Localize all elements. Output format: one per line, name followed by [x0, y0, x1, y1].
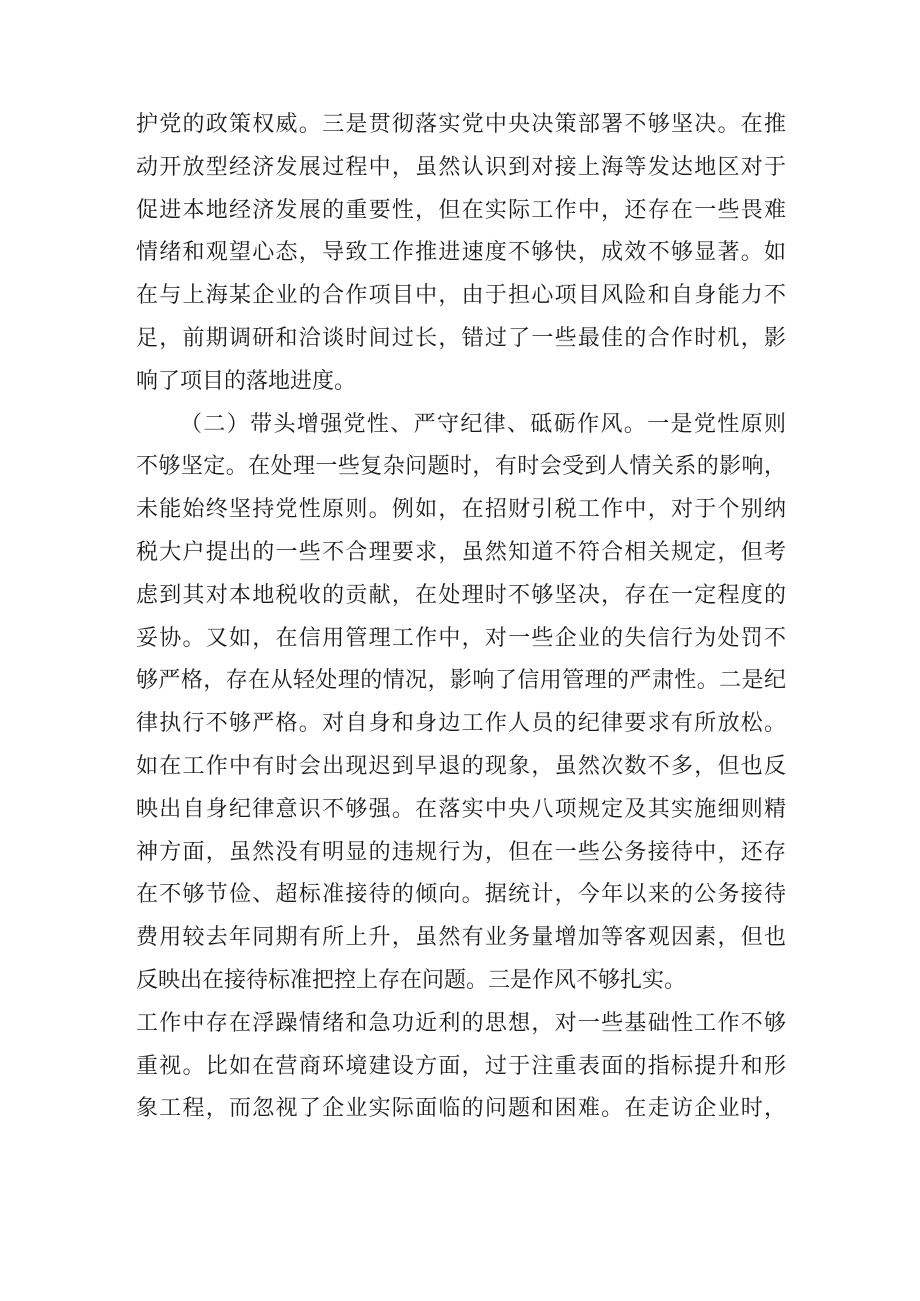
text-line: 如在工作中有时会出现迟到早退的现象，虽然次数不多，但也反	[136, 753, 786, 779]
text-line: 情绪和观望心态，导致工作推进速度不够快，成效不够显著。如	[136, 240, 786, 266]
text-line: 护党的政策权威。三是贯彻落实党中央决策部署不够坚决。在推	[136, 112, 786, 137]
text-line: 不够坚定。在处理一些复杂问题时，有时会受到人情关系的影响，	[136, 454, 786, 480]
text-line: 足，前期调研和洽谈时间过长，错过了一些最佳的合作时机，影	[136, 325, 786, 351]
text-line: 在不够节俭、超标准接待的倾向。据统计，今年以来的公务接待	[136, 882, 786, 908]
text-line: 虑到其对本地税收的贡献，在处理时不够坚决，存在一定程度的	[136, 582, 786, 608]
text-line: 促进本地经济发展的重要性，但在实际工作中，还存在一些畏难	[136, 197, 786, 223]
text-line: 重视。比如在营商环境建设方面，过于注重表面的指标提升和形	[136, 1053, 786, 1079]
text-line: 象工程，而忽视了企业实际面临的问题和困难。在走访企业时，	[136, 1096, 786, 1122]
text-line: 映出自身纪律意识不够强。在落实中央八项规定及其实施细则精	[136, 796, 786, 822]
text-line: 律执行不够严格。对自身和身边工作人员的纪律要求有所放松。	[136, 711, 786, 737]
text-line: 够严格，存在从轻处理的情况，影响了信用管理的严肃性。二是纪	[136, 668, 786, 694]
text-line: 税大户提出的一些不合理要求，虽然知道不符合相关规定，但考	[136, 539, 786, 565]
text-line: 费用较去年同期有所上升，虽然有业务量增加等客观因素，但也	[136, 925, 786, 951]
text-line: 神方面，虽然没有明显的违规行为，但在一些公务接待中，还存	[136, 839, 786, 865]
document-body	[136, 104, 786, 1131]
text-line: 工作中存在浮躁情绪和急功近利的思想，对一些基础性工作不够	[136, 1010, 786, 1036]
text-line: 响了项目的落地进度。	[136, 368, 357, 394]
text-line: 在与上海某企业的合作项目中，由于担心项目风险和自身能力不	[136, 283, 786, 309]
text-line: 动开放型经济发展过程中，虽然认识到对接上海等发达地区对于	[136, 154, 786, 180]
text-line: 反映出在接待标准把控上存在问题。三是作风不够扎实。	[136, 967, 687, 993]
text-line: 妥协。又如，在信用管理工作中，对一些企业的失信行为处罚不	[136, 625, 786, 651]
section-heading-line: （二）带头增强党性、严守纪律、砥砺作风。一是党性原则	[180, 411, 786, 437]
text-line: 未能始终坚持党性原则。例如，在招财引税工作中，对于个别纳	[136, 497, 786, 523]
